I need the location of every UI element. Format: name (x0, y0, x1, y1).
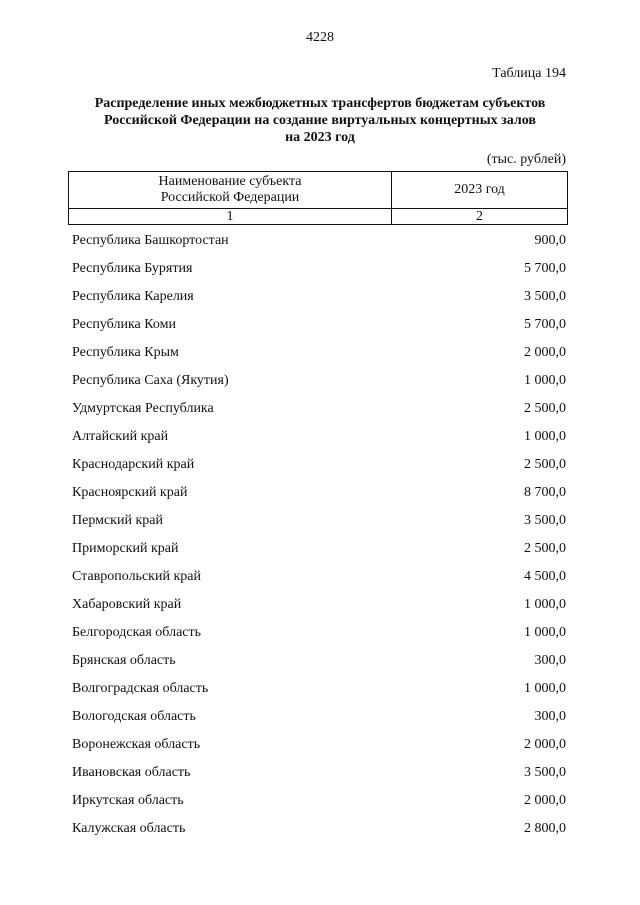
amount-value: 3 500,0 (524, 289, 566, 304)
header-line: Российской Федерации (160, 190, 300, 205)
amount-value: 2 000,0 (524, 793, 566, 808)
amount-value: 300,0 (534, 653, 566, 668)
header-col-number-1: 1 (69, 209, 392, 225)
region-name: Приморский край (72, 541, 179, 556)
table-row (72, 451, 566, 479)
region-name: Республика Крым (72, 345, 179, 360)
table-row (72, 815, 566, 843)
amount-value: 5 700,0 (524, 261, 566, 276)
amount-value: 1 000,0 (524, 625, 566, 640)
page-number: 4228 (306, 30, 334, 45)
amount-value: 1 000,0 (524, 373, 566, 388)
table-row (72, 675, 566, 703)
amount-value: 2 800,0 (524, 821, 566, 836)
region-name: Республика Коми (72, 317, 176, 332)
table-row (72, 535, 566, 563)
amount-value: 2 500,0 (524, 541, 566, 556)
header-line: Наименование субъекта (158, 174, 302, 189)
table-header (68, 171, 568, 225)
amount-value: 300,0 (534, 709, 566, 724)
region-name: Хабаровский край (72, 597, 182, 612)
region-name: Ставропольский край (72, 569, 201, 584)
table-row (72, 395, 566, 423)
amount-value: 1 000,0 (524, 681, 566, 696)
region-name: Республика Карелия (72, 289, 194, 304)
region-name: Алтайский край (72, 429, 169, 444)
region-name: Красноярский край (72, 485, 188, 500)
table-row (72, 283, 566, 311)
region-name: Республика Башкортостан (72, 233, 229, 248)
table-row (72, 367, 566, 395)
region-name: Иркутская область (72, 793, 184, 808)
amount-value: 2 000,0 (524, 345, 566, 360)
region-name: Удмуртская Республика (72, 401, 214, 416)
table-row (72, 703, 566, 731)
table-row (72, 731, 566, 759)
amount-value: 2 000,0 (524, 737, 566, 752)
table-row (72, 591, 566, 619)
document-title (60, 95, 580, 146)
amount-value: 2 500,0 (524, 457, 566, 472)
amount-value: 4 500,0 (524, 569, 566, 584)
table-row (72, 255, 566, 283)
region-name: Пермский край (72, 513, 163, 528)
amount-value: 1 000,0 (524, 597, 566, 612)
region-name: Республика Саха (Якутия) (72, 373, 229, 388)
region-name: Брянская область (72, 653, 176, 668)
region-name: Вологодская область (72, 709, 196, 724)
title-line: на 2023 год (285, 130, 355, 145)
header-year: 2023 год (392, 172, 568, 209)
region-name: Калужская область (72, 821, 186, 836)
table-row (72, 619, 566, 647)
table-row (72, 787, 566, 815)
amount-value: 1 000,0 (524, 429, 566, 444)
header-region-name (69, 172, 392, 209)
amount-value: 8 700,0 (524, 485, 566, 500)
amount-value: 3 500,0 (524, 513, 566, 528)
table-row (72, 647, 566, 675)
table-row (72, 339, 566, 367)
table-row (72, 479, 566, 507)
units-label: (тыс. рублей) (486, 152, 566, 167)
table-row (72, 759, 566, 787)
title-line: Российской Федерации на создание виртуальных концертных залов (104, 113, 536, 128)
region-name: Волгоградская область (72, 681, 209, 696)
amount-value: 900,0 (534, 233, 566, 248)
table-row (72, 311, 566, 339)
table-row (72, 563, 566, 591)
table-row (72, 423, 566, 451)
amount-value: 5 700,0 (524, 317, 566, 332)
region-name: Воронежская область (72, 737, 201, 752)
amount-value: 2 500,0 (524, 401, 566, 416)
table-label: Таблица 194 (492, 66, 566, 81)
title-line: Распределение иных межбюджетных трансфертов бюджетам субъектов (94, 96, 546, 111)
region-name: Краснодарский край (72, 457, 195, 472)
header-col-number-2: 2 (392, 209, 568, 225)
region-name: Белгородская область (72, 625, 202, 640)
table-body (72, 227, 566, 843)
region-name: Республика Бурятия (72, 261, 193, 276)
region-name: Ивановская область (72, 765, 191, 780)
table-row (72, 507, 566, 535)
table-row (72, 227, 566, 255)
amount-value: 3 500,0 (524, 765, 566, 780)
